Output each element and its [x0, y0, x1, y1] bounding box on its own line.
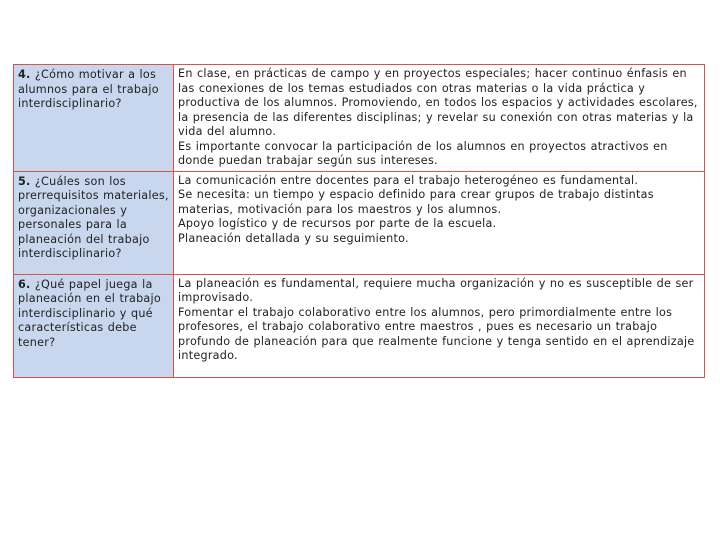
question-cell	[14, 171, 174, 274]
answer-cell	[174, 274, 705, 377]
question-number: 5.	[18, 174, 31, 188]
answer-paragraph: Se necesita: un tiempo y espacio definido para crear grupos de trabajo distintas materias, motivación para los maestros y los alumnos.	[178, 188, 654, 216]
answer-cell	[174, 65, 705, 172]
answer-paragraph: Es importante convocar la participación de los alumnos en proyectos atractivos en donde puedan trabajar según sus intereses.	[178, 139, 668, 167]
qa-table	[13, 64, 705, 378]
question-text: ¿Qué papel juega la planeación en el trabajo interdisciplinario y qué características debe tener?	[18, 277, 161, 349]
question-text: ¿Cuáles son los prerrequisitos materiales, organizacionales y personales para la planeación del trabajo interdisciplinario?	[18, 174, 169, 260]
answer-paragraph: Planeación detallada y su seguimiento.	[178, 231, 409, 245]
answer-cell	[174, 171, 705, 274]
question-number: 6.	[18, 277, 31, 291]
question-text: ¿Cómo motivar a los alumnos para el trabajo interdisciplinario?	[18, 68, 159, 110]
answer-paragraph: En clase, en prácticas de campo y en proyectos especiales; hacer continuo énfasis en las conexiones de los temas estudiados con otras materias o la vida práctica y productiva de los alumnos. Promoviendo, en todos los espacios y actividades escolares, la presencia de las diferentes disciplinas; y revelar su conexión con otras materias y la vida del alumno.	[178, 67, 698, 138]
table-row	[14, 65, 705, 172]
table-row	[14, 274, 705, 377]
answer-paragraph: La comunicación entre docentes para el trabajo heterogéneo es fundamental.	[178, 173, 639, 187]
question-cell	[14, 274, 174, 377]
answer-paragraph: La planeación es fundamental, requiere mucha organización y no es susceptible de ser improvisado.	[178, 276, 694, 304]
answer-paragraph: Apoyo logístico y de recursos por parte de la escuela.	[178, 217, 497, 230]
answer-paragraph: Fomentar el trabajo colaborativo entre los alumnos, pero primordialmente entre los profesores, el trabajo colaborativo entre maestros , pues es necesario un trabajo profundo de planeación para que realmente funcione y tenga sentido en el aprendizaje integrado.	[178, 305, 695, 362]
question-cell	[14, 65, 174, 172]
table-row	[14, 171, 705, 274]
question-number: 4.	[18, 68, 31, 81]
